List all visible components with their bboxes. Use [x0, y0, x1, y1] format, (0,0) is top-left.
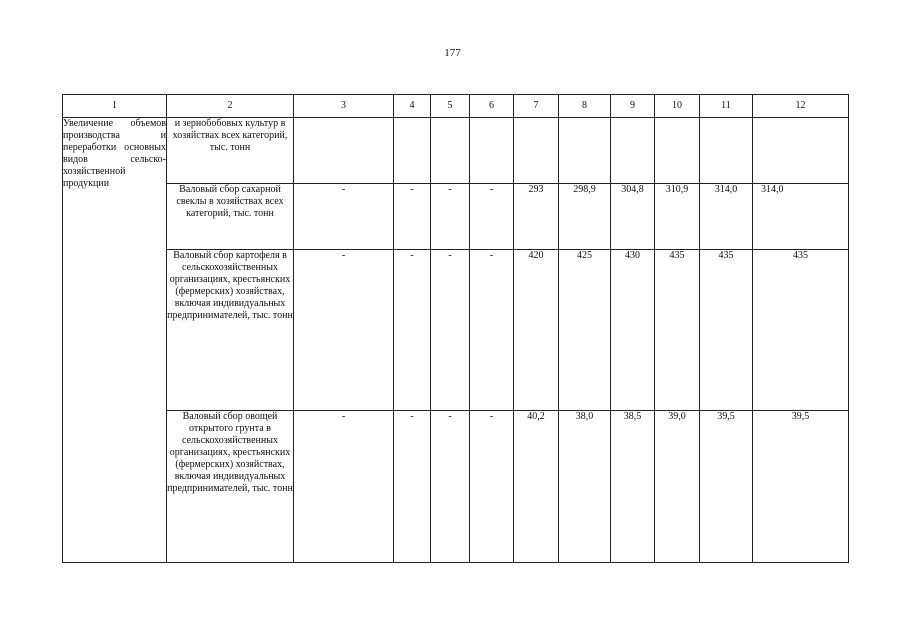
value-cell: -: [294, 250, 394, 411]
column-header: 12: [753, 95, 849, 118]
value-cell: 310,9: [655, 184, 700, 250]
value-cell: 420: [514, 250, 559, 411]
value-cell: 39,5: [700, 411, 753, 563]
goal-cell: Увеличение объемов производства и переработки основных видов сельско- хозяйственной продукции: [63, 118, 167, 563]
indicator-cell: Валовый сбор сахарной свеклы в хозяйствах всех категорий, тыс. тонн: [167, 184, 294, 250]
value-cell: -: [394, 184, 431, 250]
value-cell: -: [394, 411, 431, 563]
value-cell: -: [294, 411, 394, 563]
value-cell: -: [431, 184, 470, 250]
column-header: 3: [294, 95, 394, 118]
value-cell: [559, 118, 611, 184]
value-cell: [470, 118, 514, 184]
header-row: [63, 95, 849, 118]
value-cell: 430: [611, 250, 655, 411]
value-cell: -: [470, 184, 514, 250]
value-cell: 314,0: [700, 184, 753, 250]
value-cell: -: [431, 411, 470, 563]
column-header: 11: [700, 95, 753, 118]
value-cell: 314,0: [753, 184, 849, 250]
column-header: 1: [63, 95, 167, 118]
value-cell: 40,2: [514, 411, 559, 563]
column-header: 4: [394, 95, 431, 118]
indicator-cell: и зернобобовых культур в хозяйствах всех категорий, тыс. тонн: [167, 118, 294, 184]
value-cell: -: [470, 411, 514, 563]
value-cell: [655, 118, 700, 184]
value-cell: [753, 118, 849, 184]
value-cell: [514, 118, 559, 184]
value-cell: 298,9: [559, 184, 611, 250]
column-header: 5: [431, 95, 470, 118]
value-cell: [611, 118, 655, 184]
value-cell: -: [431, 250, 470, 411]
indicator-cell: Валовый сбор овощей открытого грунта в сельскохозяйственных организациях, крестьянских (фермерских) хозяйствах, включая индивидуальных предпринимателей, тыс. тонн: [167, 411, 294, 563]
data-table: [62, 94, 849, 563]
value-cell: -: [394, 250, 431, 411]
value-cell: [394, 118, 431, 184]
value-cell: 425: [559, 250, 611, 411]
value-cell: 38,0: [559, 411, 611, 563]
table-row: [63, 250, 849, 411]
page-number: 177: [444, 47, 461, 59]
value-cell: 435: [753, 250, 849, 411]
column-header: 2: [167, 95, 294, 118]
value-cell: [431, 118, 470, 184]
value-cell: 435: [655, 250, 700, 411]
indicator-cell: Валовый сбор картофеля в сельскохозяйственных организациях, крестьянских (фермерских) хозяйствах, включая индивидуальных предпринимателей, тыс. тонн: [167, 250, 294, 411]
table-row: [63, 118, 849, 184]
value-cell: [700, 118, 753, 184]
column-header: 8: [559, 95, 611, 118]
column-header: 10: [655, 95, 700, 118]
value-cell: 304,8: [611, 184, 655, 250]
table-row: [63, 184, 849, 250]
value-cell: -: [470, 250, 514, 411]
column-header: 7: [514, 95, 559, 118]
table-row: [63, 411, 849, 563]
value-cell: 39,5: [753, 411, 849, 563]
column-header: 6: [470, 95, 514, 118]
value-cell: [294, 118, 394, 184]
value-cell: 293: [514, 184, 559, 250]
value-cell: 38,5: [611, 411, 655, 563]
value-cell: 435: [700, 250, 753, 411]
column-header: 9: [611, 95, 655, 118]
value-cell: -: [294, 184, 394, 250]
value-cell: 39,0: [655, 411, 700, 563]
